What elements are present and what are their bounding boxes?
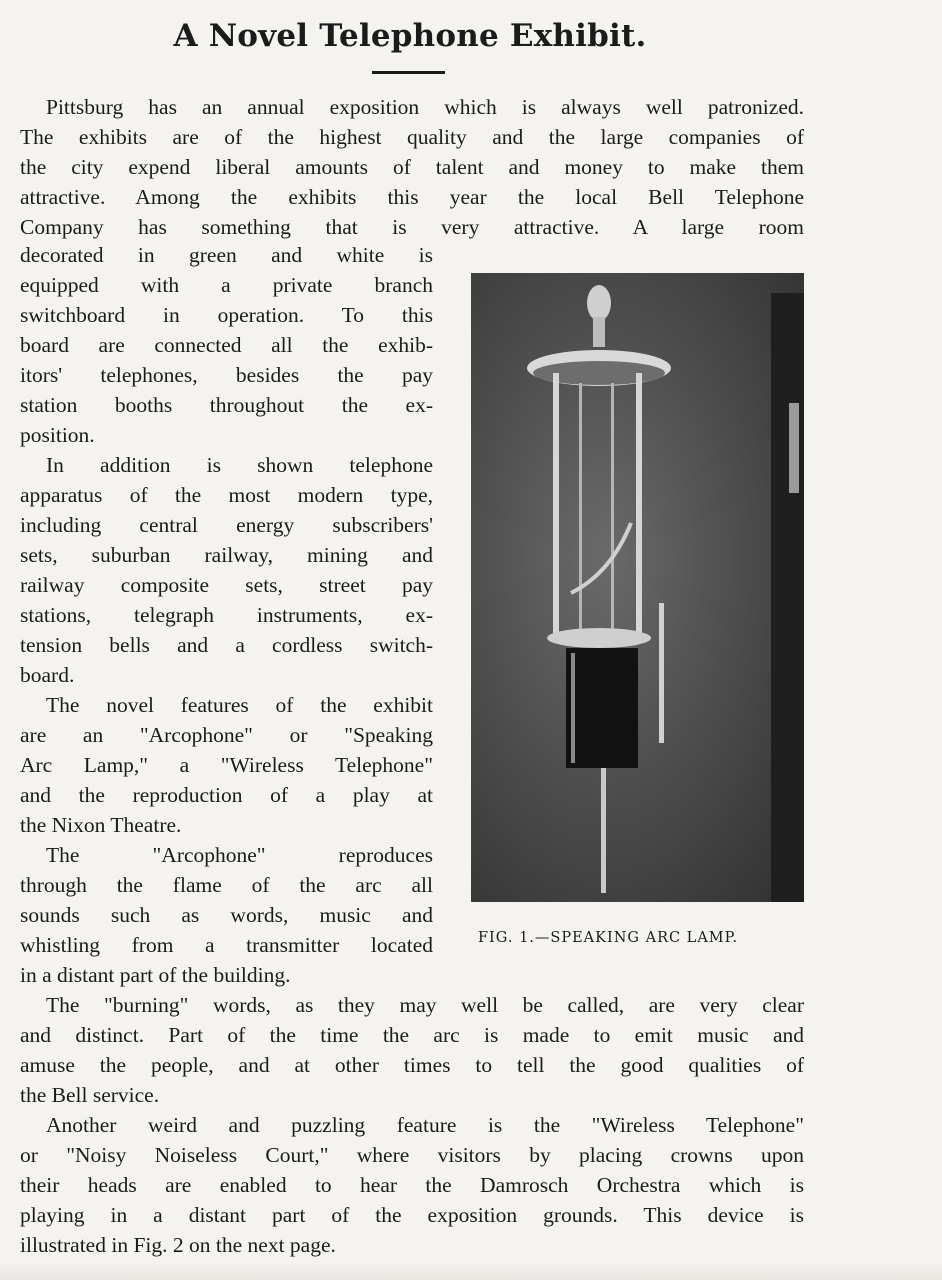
text-line: Another weird and puzzling feature is the "Wireless Telephone" bbox=[46, 1113, 804, 1137]
text-line: Arc Lamp," a "Wireless Telephone" bbox=[20, 753, 433, 777]
text-line: in a distant part of the building. bbox=[20, 963, 291, 987]
text-line: tension bells and a cordless switch- bbox=[20, 633, 433, 657]
text-line: station booths throughout the ex- bbox=[20, 393, 433, 417]
arc-lamp-illustration bbox=[471, 273, 804, 902]
text-line: apparatus of the most modern type, bbox=[20, 483, 433, 507]
text-line: their heads are enabled to hear the Damrosch Orchestra which is bbox=[20, 1173, 804, 1197]
text-line: decorated in green and white is bbox=[20, 243, 433, 267]
text-line: the Nixon Theatre. bbox=[20, 813, 182, 837]
text-line: board. bbox=[20, 663, 75, 687]
text-line: itors' telephones, besides the pay bbox=[20, 363, 433, 387]
text-line: Company has something that is very attractive. A large room bbox=[20, 215, 804, 239]
title-rule bbox=[372, 71, 445, 74]
speaking-arc-lamp-photo bbox=[471, 273, 804, 902]
text-line: The "burning" words, as they may well be called, are very clear bbox=[46, 993, 804, 1017]
text-line: are an "Arcophone" or "Speaking bbox=[20, 723, 433, 747]
text-line: and distinct. Part of the time the arc is made to emit music and bbox=[20, 1023, 804, 1047]
text-line: the city expend liberal amounts of talent and money to make them bbox=[20, 155, 804, 179]
text-line: The exhibits are of the highest quality and the large companies of bbox=[20, 125, 804, 149]
text-line: position. bbox=[20, 423, 95, 447]
text-line: board are connected all the exhib- bbox=[20, 333, 433, 357]
text-line: The "Arcophone" reproduces bbox=[46, 843, 433, 867]
text-line: through the flame of the arc all bbox=[20, 873, 433, 897]
text-line: switchboard in operation. To this bbox=[20, 303, 433, 327]
text-line: sets, suburban railway, mining and bbox=[20, 543, 433, 567]
text-line: the Bell service. bbox=[20, 1083, 160, 1107]
text-line: Pittsburg has an annual exposition which is always well patronized. bbox=[46, 95, 804, 119]
article-title: A Novel Telephone Exhibit. bbox=[173, 18, 647, 54]
text-line: and the reproduction of a play at bbox=[20, 783, 433, 807]
text-line: including central energy subscribers' bbox=[20, 513, 433, 537]
text-line: equipped with a private branch bbox=[20, 273, 433, 297]
text-line: amuse the people, and at other times to tell the good qualities of bbox=[20, 1053, 804, 1077]
text-line: stations, telegraph instruments, ex- bbox=[20, 603, 433, 627]
text-line: railway composite sets, street pay bbox=[20, 573, 433, 597]
text-line: The novel features of the exhibit bbox=[46, 693, 433, 717]
page-bottom-shadow bbox=[0, 1262, 942, 1280]
text-line: In addition is shown telephone bbox=[46, 453, 433, 477]
text-line: illustrated in Fig. 2 on the next page. bbox=[20, 1233, 336, 1257]
figure-caption: FIG. 1.—SPEAKING ARC LAMP. bbox=[478, 930, 739, 946]
text-line: sounds such as words, music and bbox=[20, 903, 433, 927]
text-line: playing in a distant part of the exposition grounds. This device is bbox=[20, 1203, 804, 1227]
text-line: or "Noisy Noiseless Court," where visitors by placing crowns upon bbox=[20, 1143, 804, 1167]
text-line: whistling from a transmitter located bbox=[20, 933, 433, 957]
text-line: attractive. Among the exhibits this year the local Bell Telephone bbox=[20, 185, 804, 209]
